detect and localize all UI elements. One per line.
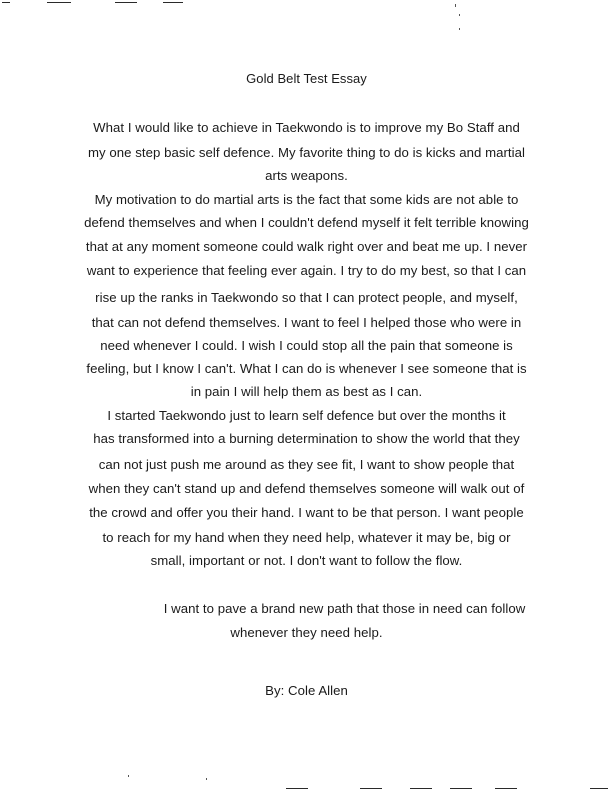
scan-mark xyxy=(206,778,207,780)
scan-mark xyxy=(360,788,382,789)
scan-mark xyxy=(163,2,183,3)
paragraph-1-line: What I would like to achieve in Taekwondo is to improve my Bo Staff and xyxy=(93,120,520,135)
scan-mark xyxy=(2,2,10,3)
essay-title: Gold Belt Test Essay xyxy=(246,71,367,86)
paragraph-3-line: to reach for my hand when they need help, whatever it may be, big or xyxy=(102,530,511,545)
paragraph-3-line: can not just push me around as they see fit, I want to show people that xyxy=(98,457,515,472)
scan-mark xyxy=(455,4,456,7)
paragraph-3-line: when they can't stand up and defend themselves someone will walk out of xyxy=(88,481,525,496)
paragraph-3-line: the crowd and offer you their hand. I want to be that person. I want people xyxy=(89,505,524,520)
paragraph-2-line: in pain I will help them as best as I can. xyxy=(190,384,423,399)
scan-mark xyxy=(450,788,472,789)
scan-mark xyxy=(47,2,71,3)
paragraph-2-line: want to experience that feeling ever again. I try to do my best, so that I can xyxy=(86,263,527,278)
paragraph-2-line: defend themselves and when I couldn't defend myself it felt terrible knowing xyxy=(84,215,529,230)
paragraph-2-line: that at any moment someone could walk right over and beat me up. I never xyxy=(85,239,528,254)
scan-mark xyxy=(459,14,460,16)
paragraph-3-line: small, important or not. I don't want to follow the flow. xyxy=(150,553,463,568)
paragraph-3-line: has transformed into a burning determination to show the world that they xyxy=(93,431,520,446)
scan-mark xyxy=(128,775,129,777)
scan-mark xyxy=(459,28,460,30)
paragraph-1-line: my one step basic self defence. My favorite thing to do is kicks and martial xyxy=(88,145,525,160)
scan-mark xyxy=(410,788,432,789)
paragraph-2-line: need whenever I could. I wish I could stop all the pain that someone is xyxy=(100,338,513,353)
byline: By: Cole Allen xyxy=(265,683,348,698)
scan-mark xyxy=(495,788,517,789)
scan-mark xyxy=(286,788,308,789)
paragraph-4-line: I want to pave a brand new path that those in need can follow xyxy=(163,601,526,616)
paragraph-3-line: I started Taekwondo just to learn self defence but over the months it xyxy=(107,408,506,423)
paragraph-2-line: feeling, but I know I can't. What I can do is whenever I see someone that is xyxy=(86,361,527,376)
paragraph-2-line: rise up the ranks in Taekwondo so that I can protect people, and myself, xyxy=(95,290,518,305)
paragraph-2-line: My motivation to do martial arts is the fact that some kids are not able to xyxy=(94,192,519,207)
paragraph-1-line: arts weapons. xyxy=(265,168,348,183)
scan-mark xyxy=(590,788,608,789)
paragraph-2-line: that can not defend themselves. I want to feel I helped those who were in xyxy=(91,315,522,330)
paragraph-4-line: whenever they need help. xyxy=(230,625,383,640)
scan-mark xyxy=(115,2,137,3)
